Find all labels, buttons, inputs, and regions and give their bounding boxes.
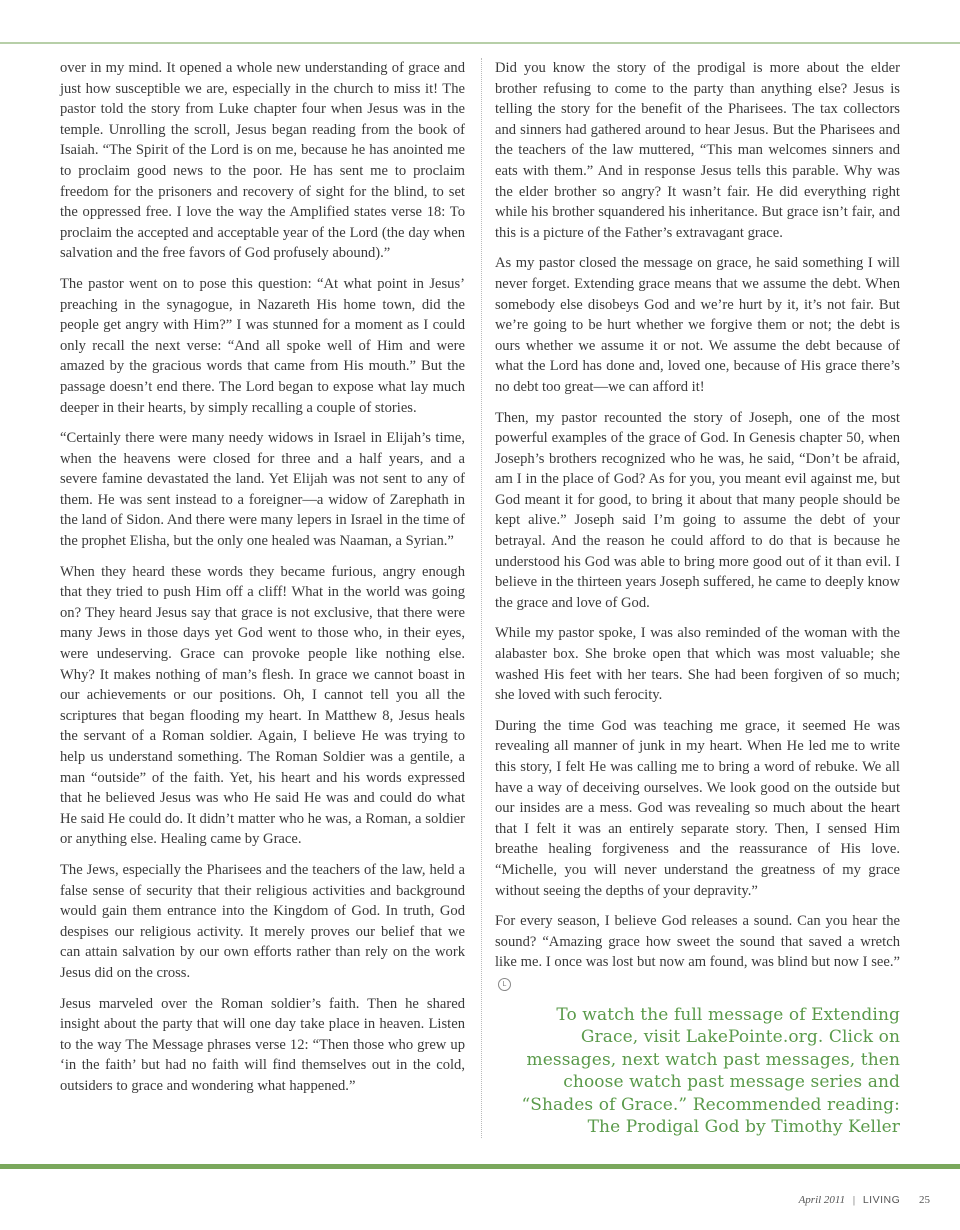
paragraph: The Jews, especially the Pharisees and the teachers of the law, held a false sense of security that their religious activities and background would gain them entrance into the Kingdom of God. In truth, God despises our religious activity. It merely proves our belief that we can attain salvation by our own efforts rather than rely on the work Jesus did on the cross. [60,861,465,981]
final-paragraph [495,911,900,993]
page-footer [799,1194,930,1206]
paragraph: Jesus marveled over the Roman soldier’s faith. Then he shared insight about the party that will one day take place in heaven. Listen to the way The Message phrases verse 12: “Then those who grew up ‘in the faith’ but had no faith will find themselves out in the cold, outsiders to grace and wondering what happened.” [60,995,465,1094]
end-mark-icon: L [498,978,511,991]
column-divider [481,58,482,1138]
paragraph-text: For every season, I believe God releases a sound. Can you hear the sound? “Amazing grace how sweet the sound that saved a wretch like me. I once was lost but now am found, was blind but now I see.” [495,913,900,971]
paragraph: Then, my pastor recounted the story of Joseph, one of the most powerful examples of the grace of God. In Genesis chapter 50, when Joseph’s brothers recognized who he was, he said, “Don’t be afraid, am I in the place of God? As for you, you meant evil against me, but God meant it for good, to bring it about that many people should be kept alive.” Joseph said I’m going to assume the debt of your betrayal. And the reason he could afford to do that is because he understood his God was able to bring more good out of it than evil. I believe in the thirteen years Joseph suffered, he came to deeply know the grace and love of God. [495,409,900,611]
paragraph: Did you know the story of the prodigal is more about the elder brother refusing to come to the party than anything else? Jesus is telling the story for the benefit of the Pharisees. The tax collectors and sinners had gathered around to hear Jesus. But the Pharisees and the teachers of the law muttered, “This man welcomes sinners and eats with them.” And in response Jesus tells this parable. Why was the elder brother so angry? It wasn’t fair. He did everything right while his brother squandered his inheritance. But grace isn’t fair, and this is a picture of the Father’s extravagant grace. [495,60,900,241]
left-column [60,58,465,1107]
top-rule [0,42,960,44]
issue-date: April 2011 [798,1194,846,1206]
paragraph: The pastor went on to pose this question: “At what point in Jesus’ preaching in the synagogue, in Nazareth His home town, did the people get angry with Him?” I was stunned for a moment as I could only recall the next verse: “And all spoke well of Him and were amazed by the gracious words that came from His mouth.” But the passage doesn’t end there. The Lord began to expose what lay much deeper in their hearts, by simply recalling a couple of stories. [60,275,465,416]
paragraph: As my pastor closed the message on grace, he said something I will never forget. Extending grace means that we assume the debt. When somebody else disobeys God and we’re hurt by it, it’s not fair. But we’re going to be hurt whether we forgive them or not; the debt is ours whether we assume it or not. We assume the debt because of what the Lord has done and, loved one, because of His grace there’s no debt too great—we can afford it! [495,255,900,395]
page-number: 25 [919,1194,930,1206]
right-column [495,58,900,1139]
paragraph: During the time God was teaching me grace, it seemed He was revealing all manner of junk in my heart. When He led me to write this story, I felt He was calling me to bring a word of rebuke. We all have a way of deceiving ourselves. We look good on the outside but our insides are a mess. God was revealing so much about the heart that I felt it was an entirely separate story. Then, I sensed Him breathe healing forgiveness and the reassurance of His love. “Michelle, you will never understand the greatness of my grace without seeing the depths of your depravity.” [495,717,900,899]
paragraph: over in my mind. It opened a whole new understanding of grace and just how susceptible we are, especially in the church to miss it! The pastor told the story from Luke chapter four when Jesus was in the temple. Unrolling the scroll, Jesus began reading from the book of Isaiah. “The Spirit of the Lord is on me, because he has anointed me to proclaim good news to the poor. He has sent me to proclaim freedom for the prisoners and recovery of sight for the blind, to set the oppressed free. I love the way the Amplified states verse 18: To proclaim the accepted and acceptable year of the Lord (the day when salvation and the free favors of God profusely abound).” [60,60,465,262]
paragraph: When they heard these words they became furious, angry enough that they tried to push Him off a cliff! What in the world was going on? They heard Jesus say that grace is not exclusive, that there were many Jews in those days yet God went to those who, in their eyes, were undeserving. Grace can provoke people like nothing else. Why? It makes nothing of man’s flesh. In grace we cannot boast in our achievements or our positions. Oh, I cannot tell you all the scriptures that began flooding my heart. In Matthew 8, Jesus heals the servant of a Roman soldier. Again, I believe He was trying to help us understand something. The Roman Soldier was a gentile, a man “outside” of the faith. Yet, his heart and his words expressed that he believed Jesus was who He said He was and could do what He said He could do. It didn’t matter who he was, a Roman, a soldier or anything else. Healing came by Grace. [60,563,465,848]
section-name: LIVING [862,1194,901,1206]
callout-text: To watch the full message of Extending Grace, visit LakePointe.org. Click on messages, next watch past messages, then choose watch past message series and “Shades of Grace.” Recommended reading: The Prodigal God by Timothy Keller [521,1004,900,1138]
paragraph: “Certainly there were many needy widows in Israel in Elijah’s time, when the heavens were closed for three and a half years, and a severe famine devastated the land. Yet Elijah was not sent to any of them. He was sent instead to a foreigner—a widow of Zarephath in the land of Sidon. And there were many lepers in Israel in the time of the prophet Elisha, but the only one healed was Naaman, a Syrian.” [60,430,465,550]
bottom-rule [0,1164,960,1169]
footer-separator: | [852,1194,856,1206]
paragraph: While my pastor spoke, I was also reminded of the woman with the alabaster box. She broke open that which was most valuable; she washed His feet with her tears. She had been forgiven of so much; she loved with such ferocity. [495,625,900,704]
